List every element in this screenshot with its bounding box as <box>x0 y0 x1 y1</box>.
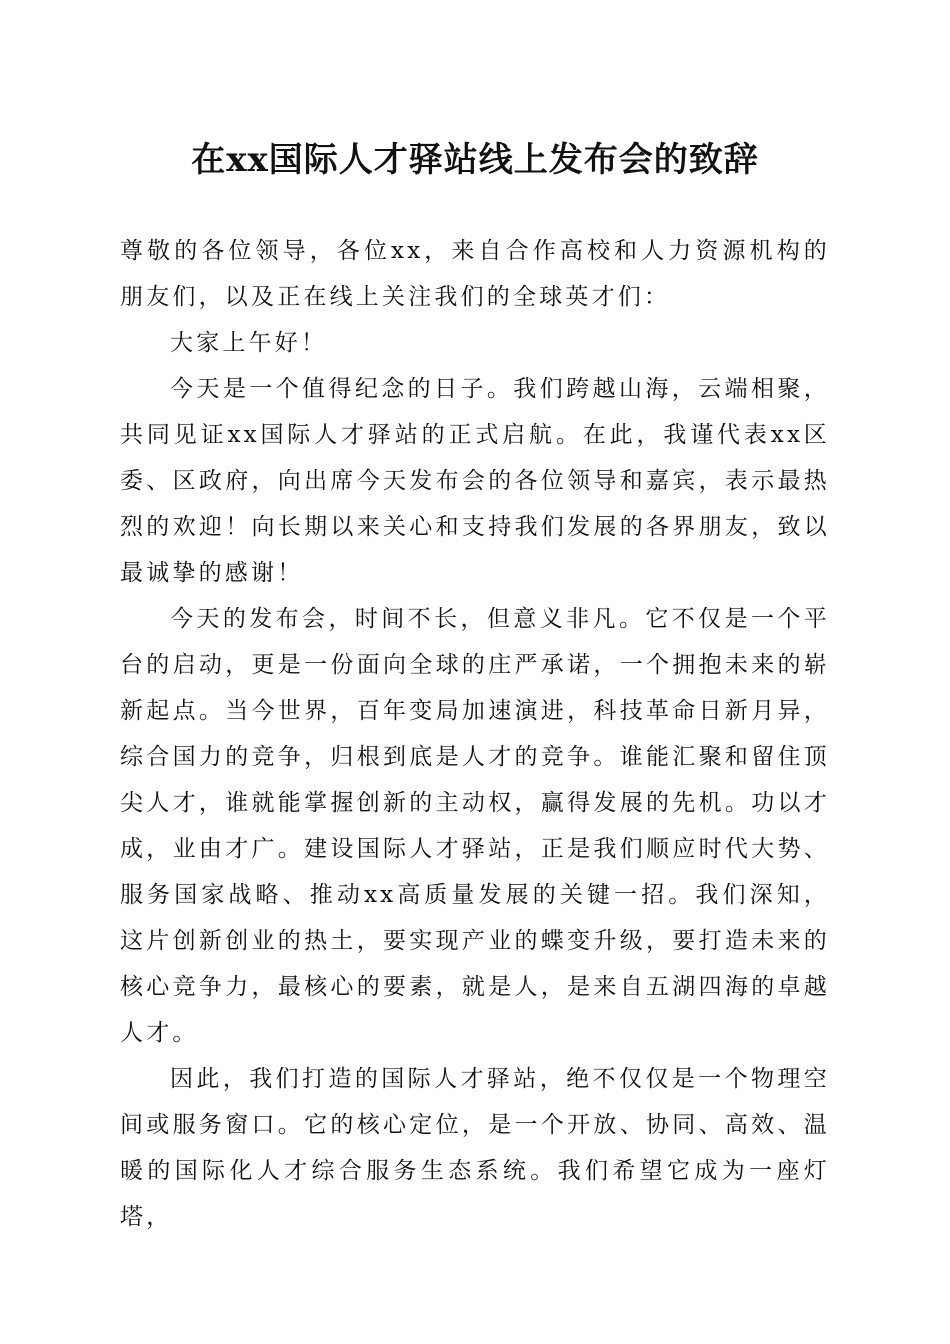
paragraph-welcome: 今天是一个值得纪念的日子。我们跨越山海，云端相聚，共同见证xx国际人才驿站的正式启航。在此，我谨代表xx区委、区政府，向出席今天发布会的各位领导和嘉宾，表示最热烈的欢迎！向长期以来关心和支持我们发展的各界朋友，致以最诚挚的感谢！ <box>120 376 830 586</box>
document-body <box>120 228 830 1240</box>
paragraph-salutation: 尊敬的各位领导，各位xx，来自合作高校和人力资源机构的朋友们，以及正在线上关注我们的全球英才们： <box>120 238 830 310</box>
paragraph-greeting: 大家上午好！ <box>170 330 328 356</box>
document-title: 在xx国际人才驿站线上发布会的致辞 <box>191 140 759 180</box>
paragraph-positioning: 因此，我们打造的国际人才驿站，绝不仅仅是一个物理空间或服务窗口。它的核心定位，是一个开放、协同、高效、温暖的国际化人才综合服务生态系统。我们希望它成为一座灯塔， <box>120 1066 830 1230</box>
paragraph-significance: 今天的发布会，时间不长，但意义非凡。它不仅是一个平台的启动，更是一份面向全球的庄严承诺，一个拥抱未来的崭新起点。当今世界，百年变局加速演进，科技革命日新月异，综合国力的竞争，归根到底是人才的竞争。谁能汇聚和留住顶尖人才，谁就能掌握创新的主动权，赢得发展的先机。功以才成，业由才广。建设国际人才驿站，正是我们顺应时代大势、服务国家战略、推动xx高质量发展的关键一招。我们深知，这片创新创业的热土，要实现产业的蝶变升级，要打造未来的核心竞争力，最核心的要素，就是人，是来自五湖四海的卓越人才。 <box>120 606 830 1046</box>
